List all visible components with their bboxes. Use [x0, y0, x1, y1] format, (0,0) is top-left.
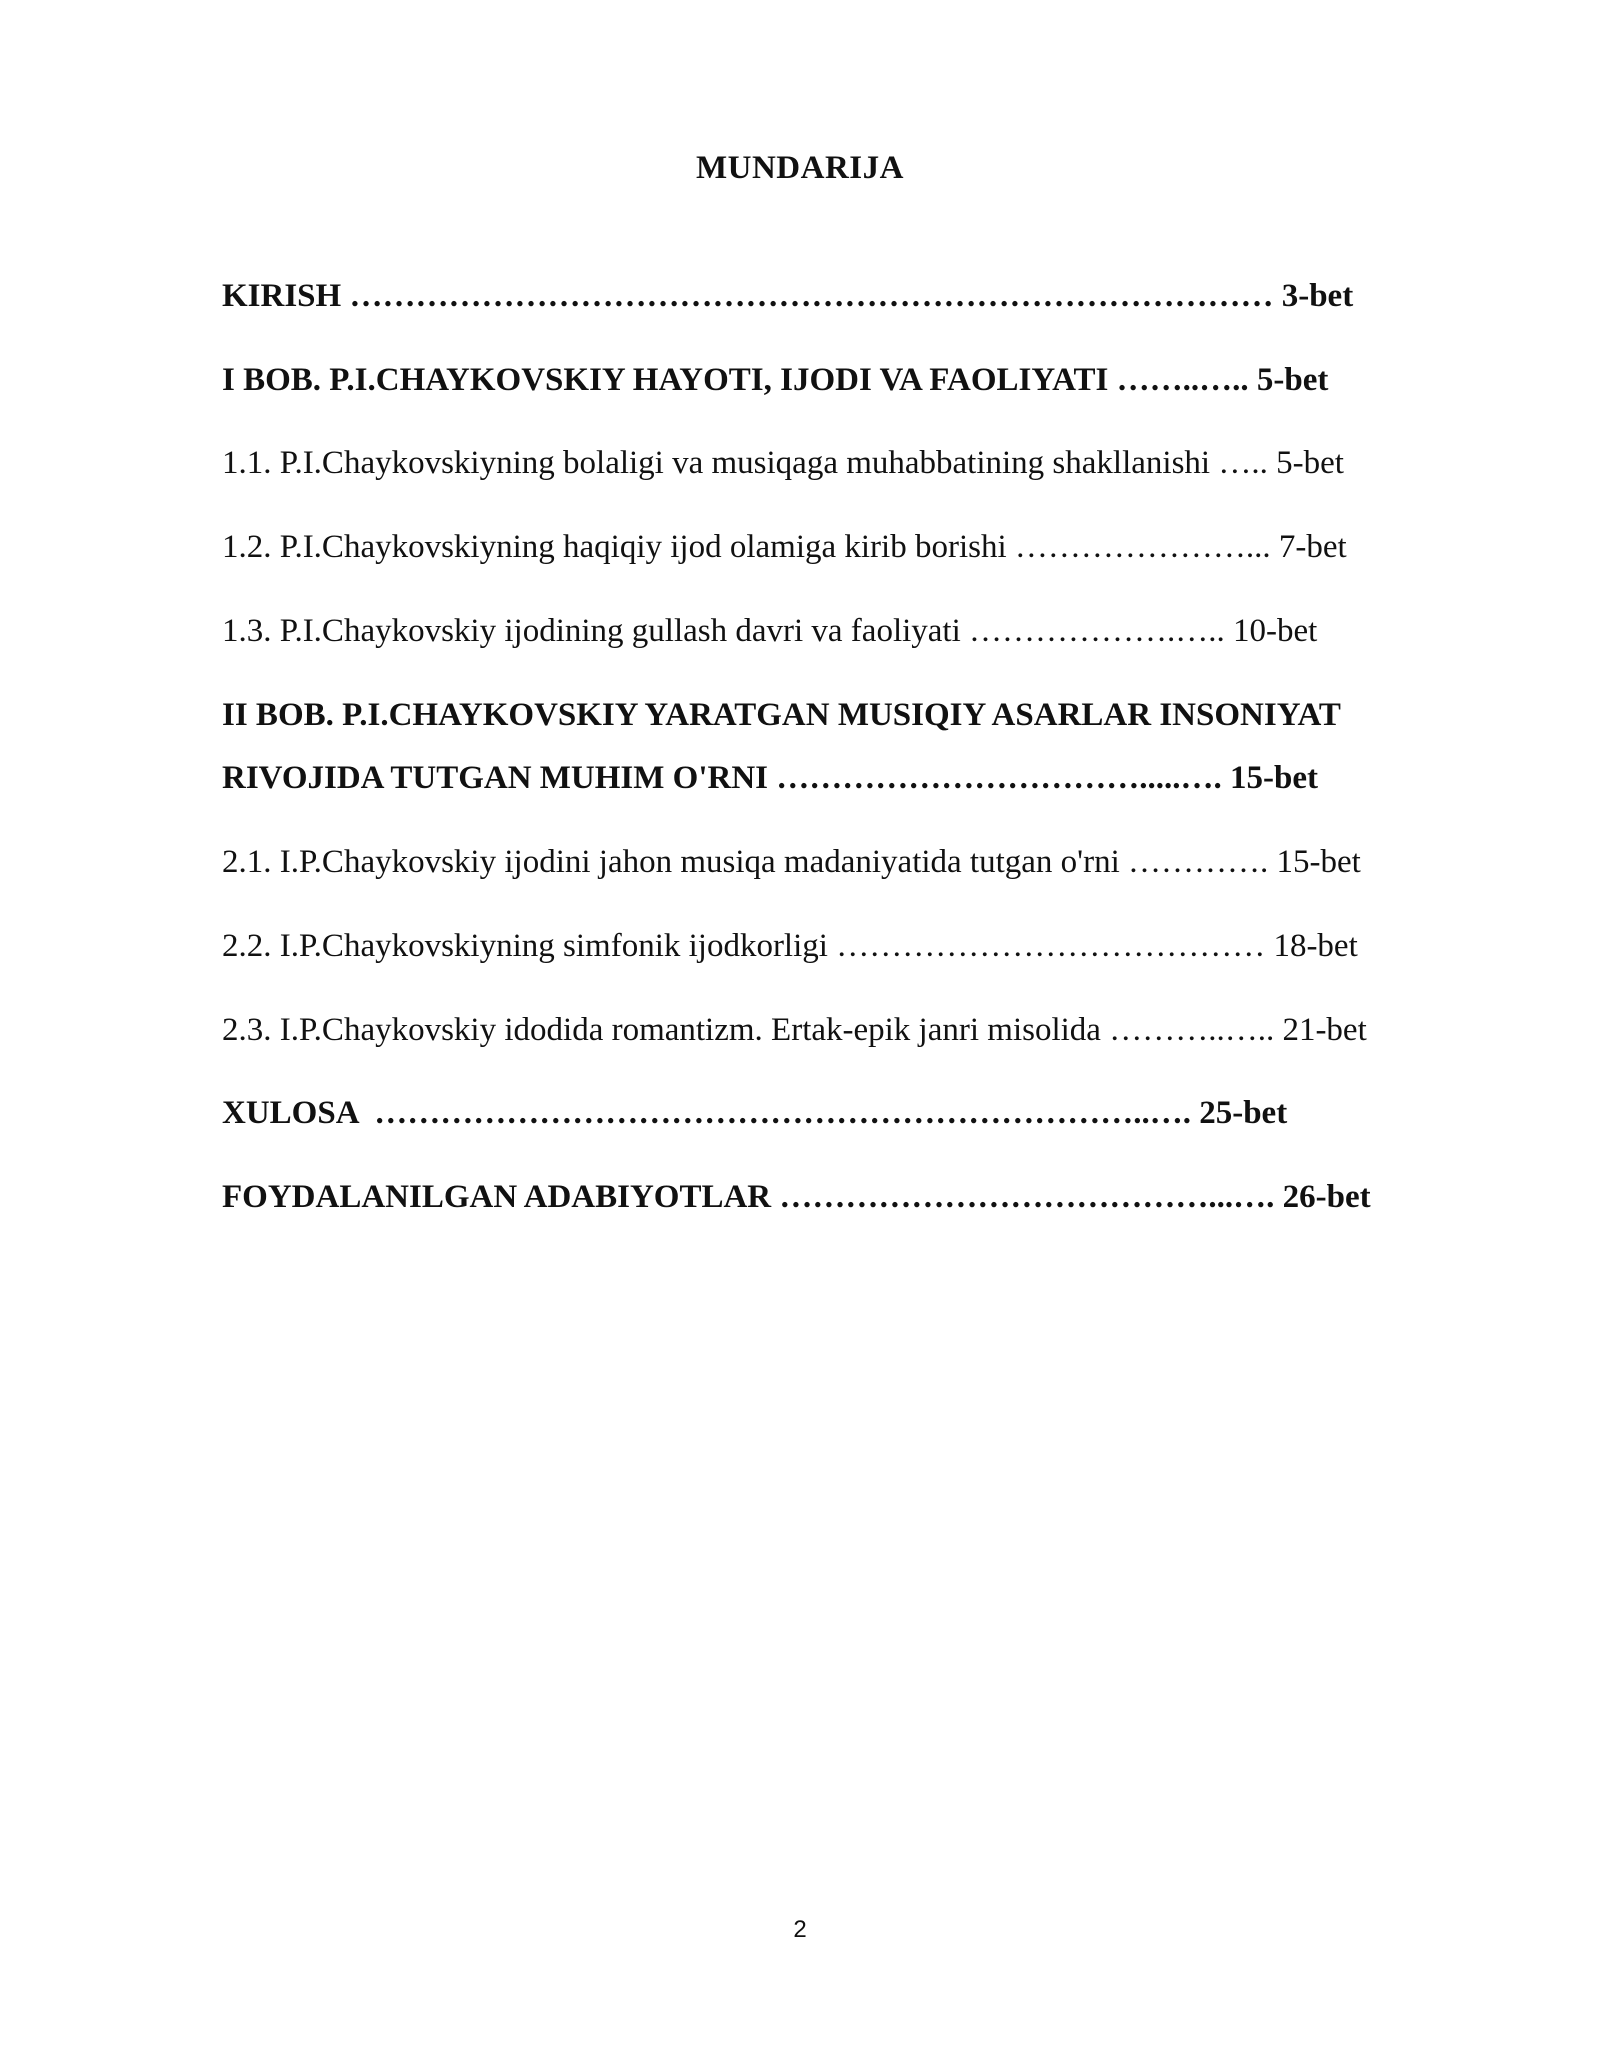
- page-number: 2: [793, 1916, 807, 1943]
- toc-entry-chapter-2-line-2: RIVOJIDA TUTGAN MUHIM O'RNI …………………………….....…. 15-bet: [222, 760, 1318, 796]
- toc-entry-xulosa: XULOSA ……………………………………………………………..…. 25-bet: [222, 1095, 1288, 1131]
- toc-entry-section-2-2: 2.2. I.P.Chaykovskiyning simfonik ijodkorligi ………………………………… 18-bet: [222, 928, 1358, 964]
- toc-entry-chapter-1: I BOB. P.I.CHAYKOVSKIY HAYOTI, IJODI VA FAOLIYATI ……..….. 5-bet: [222, 362, 1329, 398]
- toc-entry-kirish: KIRISH ………………………………………………………………………… 3-bet: [222, 278, 1354, 314]
- toc-entry-references: FOYDALANILGAN ADABIYOTLAR …………………………………...…. 26-bet: [222, 1179, 1371, 1215]
- toc-entry-section-1-2: 1.2. P.I.Chaykovskiyning haqiqiy ijod olamiga kirib borishi …………………... 7-bet: [222, 529, 1347, 565]
- toc-entry-section-1-3: 1.3. P.I.Chaykovskiy ijodining gullash davri va faoliyati ……………….….. 10-bet: [222, 613, 1318, 649]
- toc-entry-section-2-3: 2.3. I.P.Chaykovskiy idodida romantizm. Ertak-epik janri misolida ………..….. 21-bet: [222, 1012, 1367, 1048]
- toc-entry-chapter-2-line-1: II BOB. P.I.CHAYKOVSKIY YARATGAN MUSIQIY ASARLAR INSONIYAT: [222, 697, 1341, 733]
- toc-entry-section-2-1: 2.1. I.P.Chaykovskiy ijodini jahon musiqa madaniyatida tutgan o'rni …………. 15-bet: [222, 844, 1361, 880]
- page-title: MUNDARIJA: [696, 150, 904, 186]
- toc-entry-section-1-1: 1.1. P.I.Chaykovskiyning bolaligi va musiqaga muhabbatining shakllanishi ….. 5-bet: [222, 445, 1344, 481]
